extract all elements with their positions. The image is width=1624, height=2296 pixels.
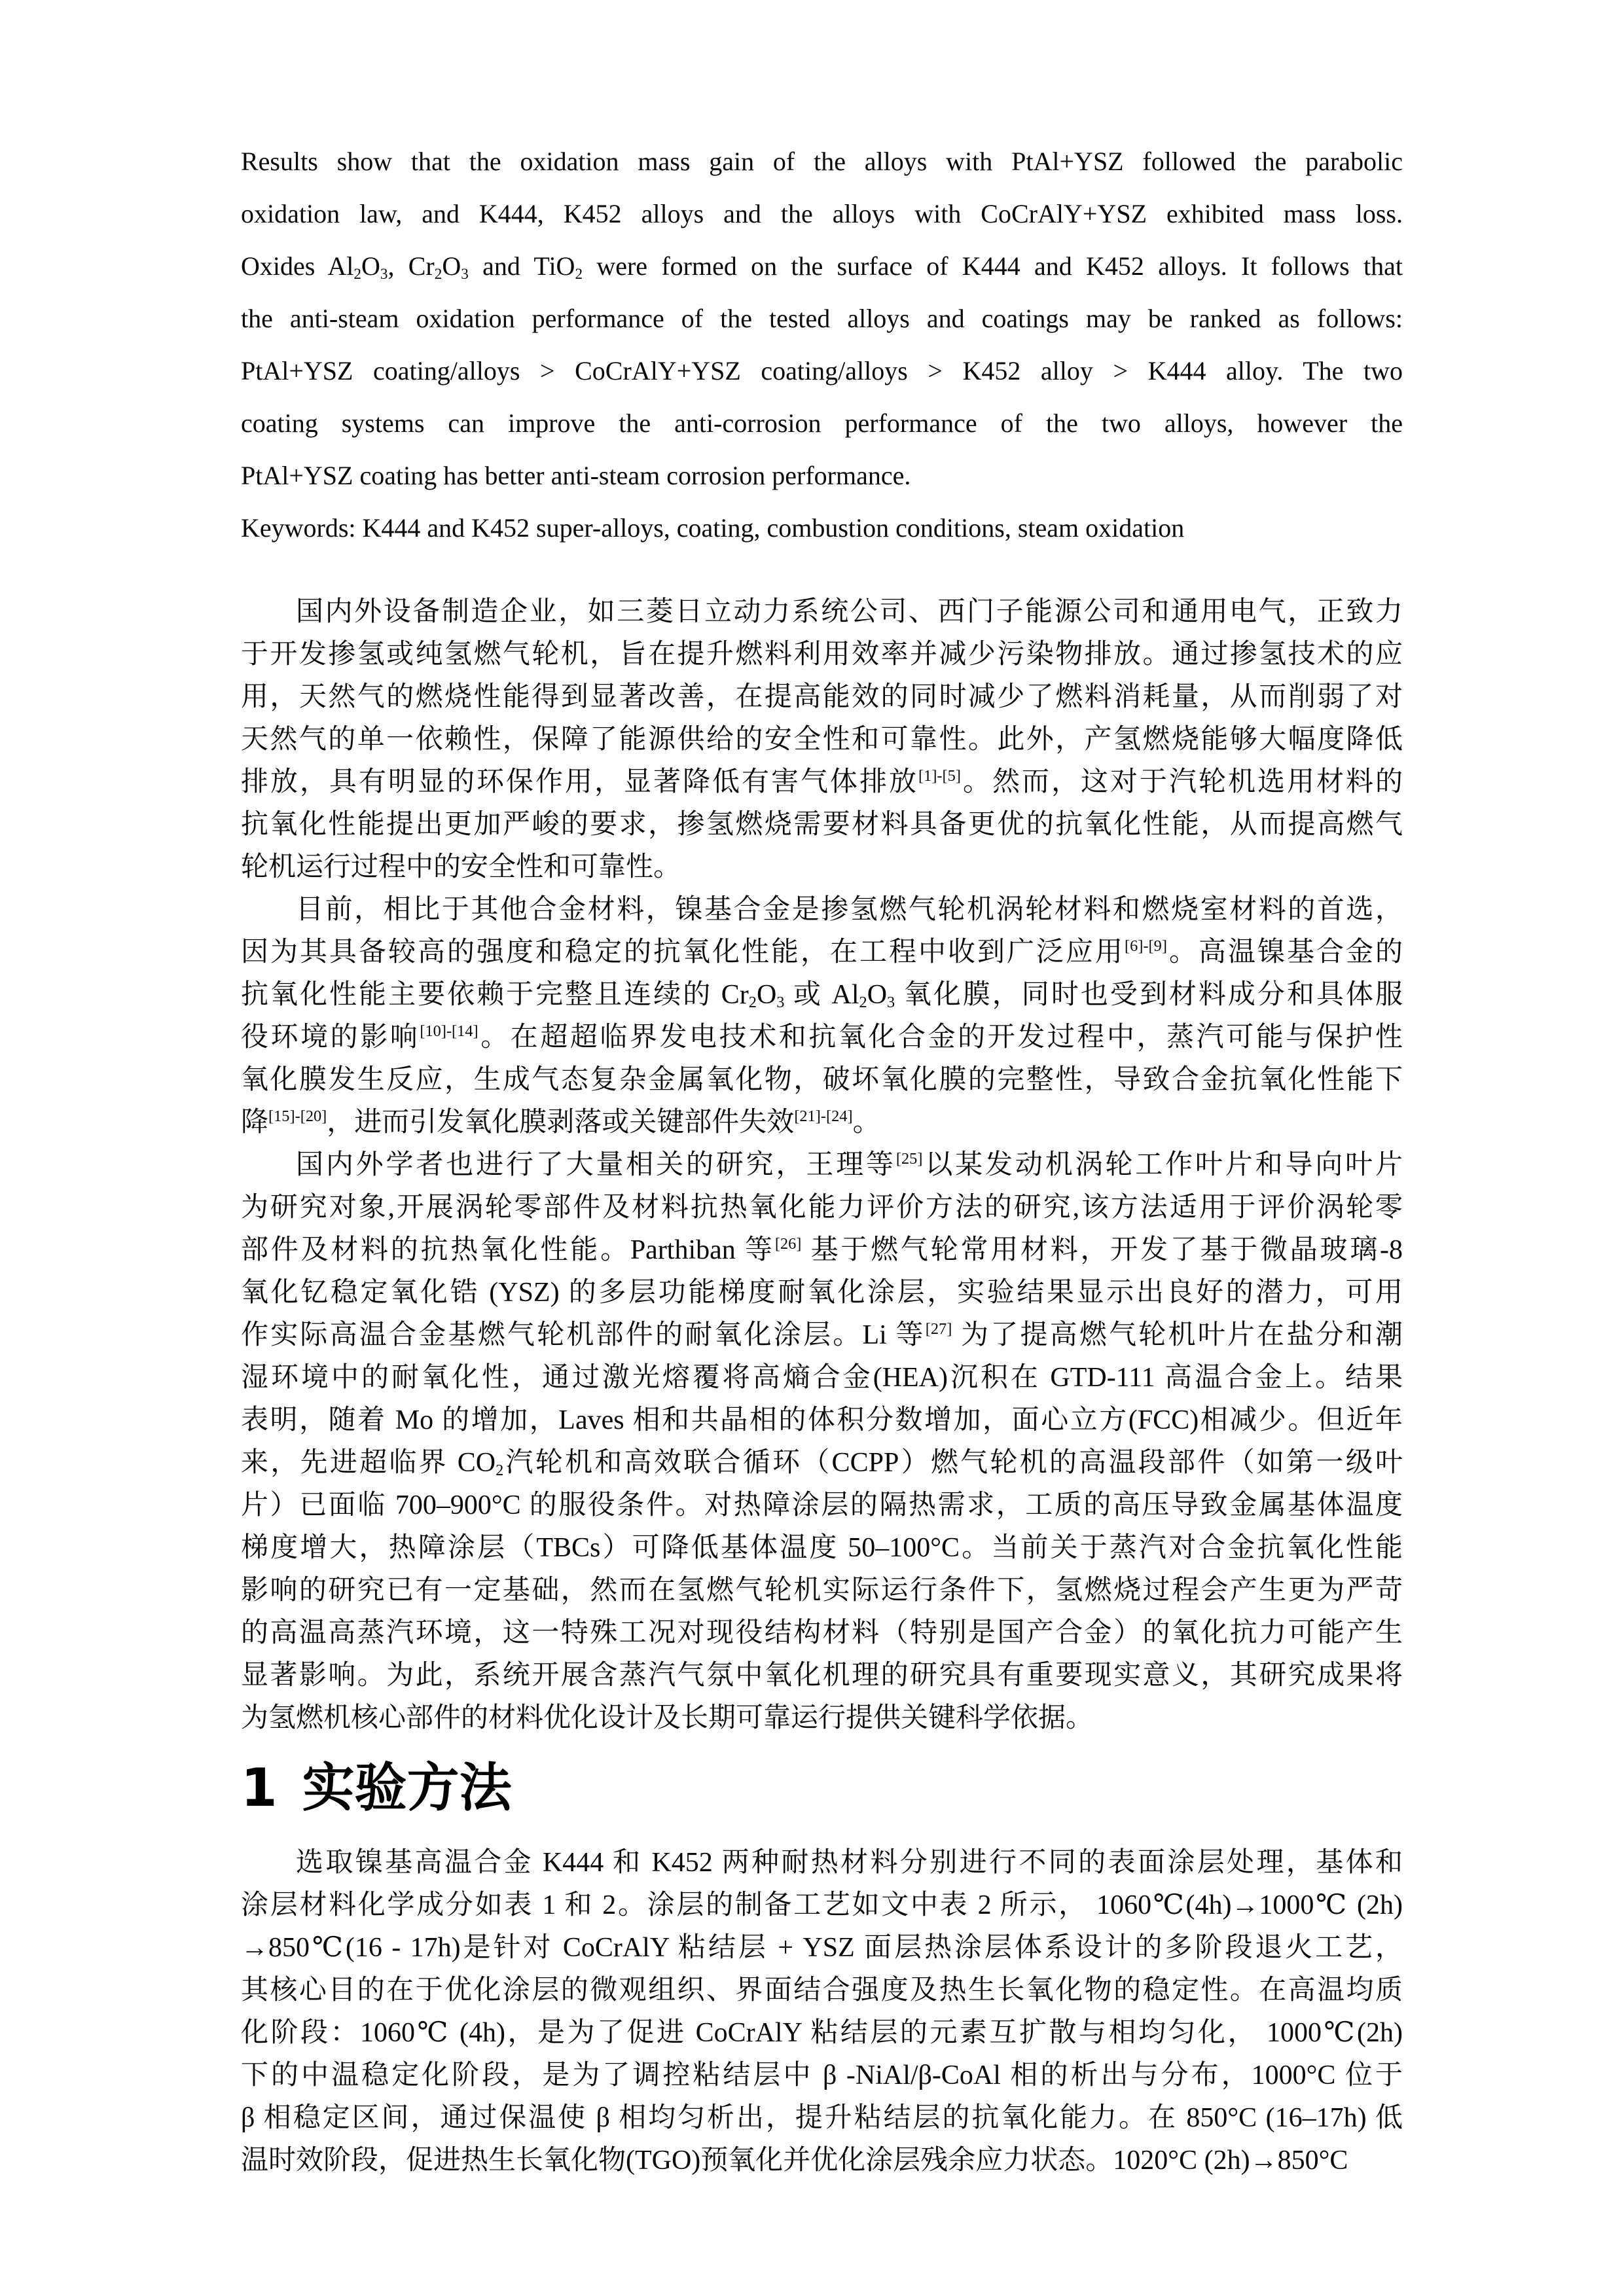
text-line: 涂层材料化学成分如表 1 和 2。涂层的制备工艺如文中表 2 所示， 1060℃(4h)→1000℃ (2h)	[241, 1890, 1403, 1920]
reference-superscript: [26]	[774, 1235, 802, 1253]
text-line: 温时效阶段，促进热生长氧化物(TGO)预氧化并优化涂层残余应力状态。1020°C (2h)→850°C	[241, 2145, 1348, 2176]
text-line: 化阶段：1060℃ (4h)，是为了促进 CoCrAlY 粘结层的元素互扩散与相均匀化， 1000℃(2h)	[241, 2018, 1403, 2048]
text-line: β 相稳定区间，通过保温使 β 相均匀析出，提升粘结层的抗氧化能力。在 850°C (16–17h) 低	[241, 2103, 1403, 2133]
text-line: 用，天然气的燃烧性能得到显著改善，在提高能效的同时减少了燃料消耗量，从而削弱了对	[241, 682, 1403, 712]
text-line: 片）已面临 700–900°C 的服役条件。对热障涂层的隔热需求，工质的高压导致金属基体温度	[241, 1490, 1403, 1520]
text-line: 于开发掺氢或纯氢燃气轮机，旨在提升燃料利用效率并减少污染物排放。通过掺氢技术的应	[241, 639, 1403, 670]
section-heading-number: 1	[241, 1757, 278, 1818]
intro-paragraph-2	[241, 889, 1403, 1144]
chemical-subscript: 2	[353, 265, 361, 283]
section-heading	[241, 1751, 1403, 1825]
reference-superscript: [27]	[925, 1320, 952, 1338]
chemical-subscript: 3	[380, 265, 388, 283]
chemical-subscript: 3	[461, 265, 469, 283]
text-line: 降[15]-[20]，进而引发氧化膜剥落或关键部件失效[21]-[24]。	[241, 1107, 880, 1138]
text-line: 湿环境中的耐氧化性，通过激光熔覆将高熵合金(HEA)沉积在 GTD-111 高温合金上。结果	[241, 1363, 1403, 1393]
text-line: 表明，随着 Mo 的增加，Laves 相和共晶相的体积分数增加，面心立方(FCC)相减少。但近年	[241, 1405, 1403, 1435]
page-content	[241, 135, 1403, 2182]
text-line: 氧化膜发生反应，生成气态复杂金属氧化物，破坏氧化膜的完整性，导致合金抗氧化性能下	[241, 1065, 1403, 1095]
keywords-line: Keywords: K444 and K452 super-alloys, coating, combustion conditions, steam oxidation	[241, 513, 1185, 543]
text-line: oxidation law, and K444, K452 alloys and the alloys with CoCrAlY+YSZ exhibited mass loss.	[241, 199, 1403, 228]
text-line: PtAl+YSZ coating has better anti-steam corrosion performance.	[241, 461, 911, 490]
text-line: PtAl+YSZ coating/alloys > CoCrAlY+YSZ coating/alloys > K452 alloy > K444 alloy. The two	[241, 356, 1403, 386]
text-line: →850℃(16 - 17h)是针对 CoCrAlY 粘结层 + YSZ 面层热涂层体系设计的多阶段退火工艺，	[241, 1933, 1403, 1963]
text-line: 的高温高蒸汽环境，这一特殊工况对现役结构材料（特别是国产合金）的氧化抗力可能产生	[241, 1618, 1403, 1648]
chemical-subscript: 2	[575, 265, 583, 283]
text-line: 国内外学者也进行了大量相关的研究，王理等[25]以某发动机涡轮工作叶片和导向叶片	[296, 1150, 1403, 1180]
text-line: the anti-steam oxidation performance of the tested alloys and coatings may be ranked as follows:	[241, 304, 1403, 333]
text-line: 抗氧化性能提出更加严峻的要求，掺氢燃烧需要材料具备更优的抗氧化性能，从而提高燃气	[241, 810, 1403, 840]
intro-paragraph-1	[241, 591, 1403, 889]
text-line: 天然气的单一依赖性，保障了能源供给的安全性和可靠性。此外，产氢燃烧能够大幅度降低	[241, 725, 1403, 755]
chemical-subscript: 2	[496, 1462, 504, 1480]
text-line: 显著影响。为此，系统开展含蒸汽气氛中氧化机理的研究具有重要现实意义，其研究成果将	[241, 1660, 1403, 1691]
text-line: 目前，相比于其他合金材料，镍基合金是掺氢燃气轮机涡轮材料和燃烧室材料的首选，	[296, 895, 1403, 925]
text-line: 因为其具备较高的强度和稳定的抗氧化性能，在工程中收到广泛应用[6]-[9]。高温镍基合金的	[241, 937, 1403, 967]
text-line: 为研究对象,开展涡轮零部件及材料抗热氧化能力评价方法的研究,该方法适用于评价涡轮零	[241, 1193, 1403, 1223]
text-line: 选取镍基高温合金 K444 和 K452 两种耐热材料分别进行不同的表面涂层处理，基体和	[296, 1848, 1403, 1878]
reference-superscript: [15]-[20]	[268, 1107, 327, 1125]
chemical-subscript: 3	[776, 994, 785, 1012]
text-line: coating systems can improve the anti-corrosion performance of the two alloys, however the	[241, 408, 1403, 438]
text-line: 役环境的影响[10]-[14]。在超超临界发电技术和抗氧化合金的开发过程中，蒸汽可能与保护性	[241, 1022, 1403, 1052]
text-line: 国内外设备制造企业，如三菱日立动力系统公司、西门子能源公司和通用电气，正致力	[296, 597, 1403, 627]
section-heading-title: 实验方法	[302, 1757, 512, 1818]
text-line: 轮机运行过程中的安全性和可靠性。	[241, 852, 681, 882]
text-line: Results show that the oxidation mass gain of the alloys with PtAl+YSZ followed the parabolic	[241, 147, 1403, 176]
reference-superscript: [10]-[14]	[420, 1022, 478, 1040]
text-line: 其核心目的在于优化涂层的微观组织、界面结合强度及热生长氧化物的稳定性。在高温均质	[241, 1975, 1403, 2005]
text-line: 氧化钇稳定氧化锆 (YSZ) 的多层功能梯度耐氧化涂层，实验结果显示出良好的潜力，可用	[241, 1278, 1403, 1308]
text-line: 抗氧化性能主要依赖于完整且连续的 $Cr_2O_3$ 或 $Al_2O_3$ 氧化膜，同时也受到材料成分和具体服	[241, 980, 1403, 1012]
text-line: 下的中温稳定化阶段，是为了调控粘结层中 β -NiAl/β-CoAl 相的析出与分布，1000°C 位于	[241, 2060, 1403, 2090]
intro-paragraph-3	[241, 1144, 1403, 1740]
chemical-subscript: 3	[887, 994, 895, 1012]
reference-superscript: [21]-[24]	[794, 1107, 853, 1125]
text-line: 部件及材料的抗热氧化性能。Parthiban 等[26] 基于燃气轮常用材料，开发了基于微晶玻璃-8	[241, 1235, 1403, 1265]
chemical-subscript: 2	[748, 994, 757, 1012]
text-line: 为氢燃机核心部件的材料优化设计及长期可靠运行提供关键科学依据。	[241, 1703, 1094, 1733]
reference-superscript: [25]	[895, 1150, 923, 1168]
chemical-subscript: 2	[434, 265, 442, 283]
text-line: Oxides $Al_2O_3$, $Cr_2O_3$ and TiO$_2$ were formed on the surface of K444 and K452 alloys. It follows that	[241, 251, 1403, 283]
text-line: 梯度增大，热障涂层（TBCs）可降低基体温度 50–100°C。当前关于蒸汽对合金抗氧化性能	[241, 1533, 1403, 1563]
text-line: 影响的研究已有一定基础，然而在氢燃气轮机实际运行条件下，氢燃烧过程会产生更为严苛	[241, 1575, 1403, 1605]
chemical-subscript: 2	[859, 994, 867, 1012]
text-line: 作实际高温合金基燃气轮机部件的耐氧化涂层。Li 等[27] 为了提高燃气轮机叶片在盐分和潮	[241, 1320, 1403, 1350]
text-line: 排放，具有明显的环保作用，显著降低有害气体排放[1]-[5]。然而，这对于汽轮机选用材料的	[241, 767, 1403, 797]
reference-superscript: [1]-[5]	[918, 767, 961, 785]
text-line: 来，先进超临界 $CO_2$汽轮机和高效联合循环（CCPP）燃气轮机的高温段部件（如第一级叶	[241, 1448, 1403, 1480]
reference-superscript: [6]-[9]	[1125, 937, 1167, 955]
abstract-paragraph	[241, 135, 1403, 502]
methods-paragraph	[241, 1842, 1403, 2182]
